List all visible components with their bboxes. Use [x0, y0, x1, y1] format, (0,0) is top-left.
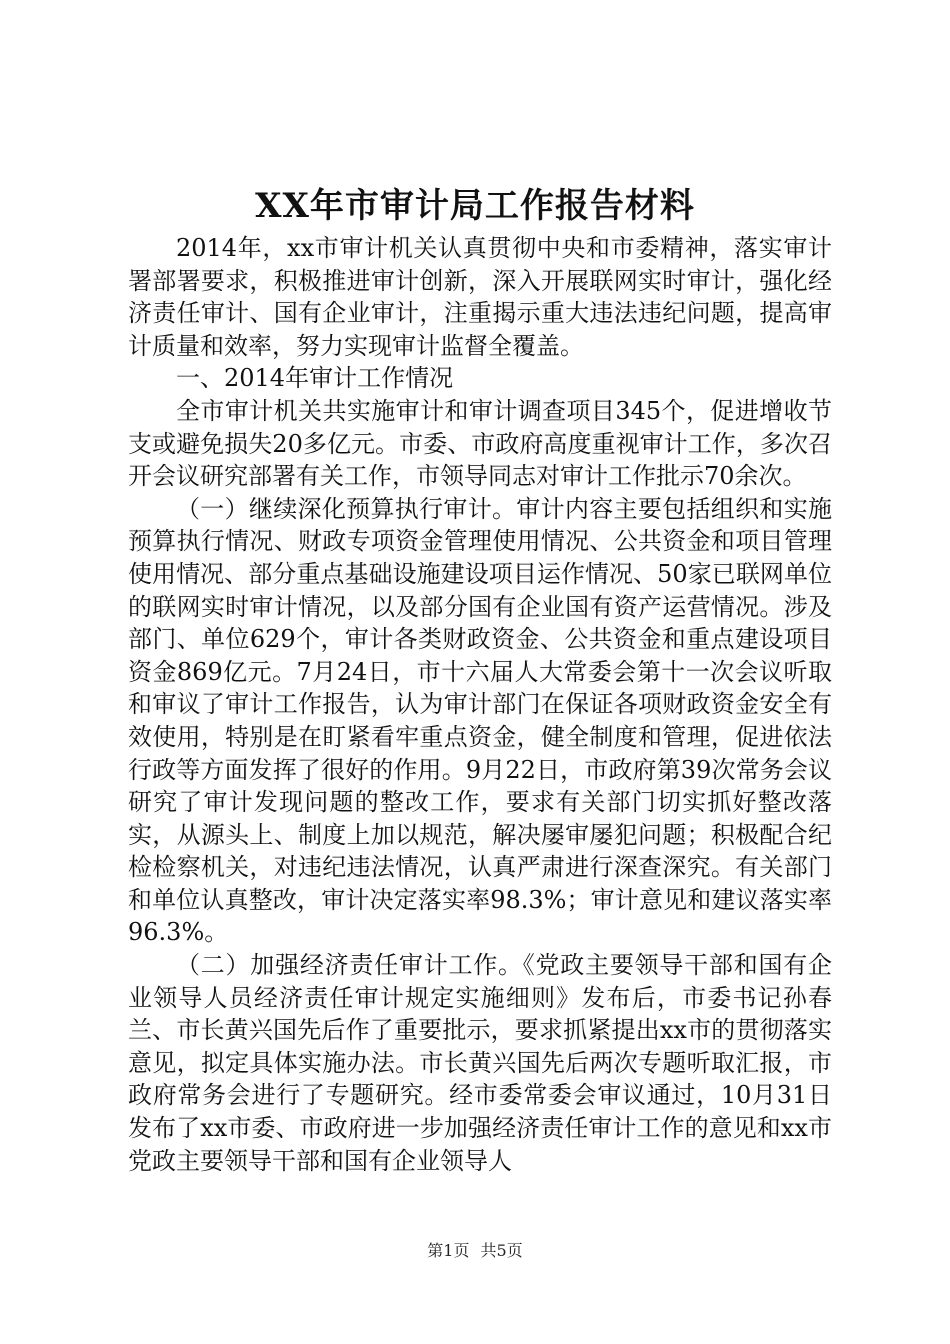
page-number: 第1页: [427, 1241, 470, 1260]
paragraph-economic-responsibility: （二）加强经济责任审计工作。《党政主要领导干部和国有企业领导人员经济责任审计规定实施细则》发布后，市委书记孙春兰、市长黄兴国先后作了重要批示，要求抓紧提出xx市的贯彻落实意见，拟定具体实施办法。市长黄兴国先后两次专题听取汇报，市政府常务会进行了专题研究。经市委常委会审议通过，10月31日发布了xx市委、市政府进一步加强经济责任审计工作的意见和xx市党政主要领导干部和国有企业领导人: [128, 951, 832, 1175]
paragraph-intro: 2014年，xx市审计机关认真贯彻中央和市委精神，落实审计署部署要求，积极推进审计创新，深入开展联网实时审计，强化经济责任审计、国有企业审计，注重揭示重大违法违纪问题，提高审计质量和效率，努力实现审计监督全覆盖。: [128, 234, 832, 360]
section-heading: 一、2014年审计工作情况: [176, 364, 454, 393]
page-total: 共5页: [480, 1241, 523, 1260]
paragraph-budget-audit: （一）继续深化预算执行审计。审计内容主要包括组织和实施预算执行情况、财政专项资金管理使用情况、公共资金和项目管理使用情况、部分重点基础设施建设项目运作情况、50家已联网单位的联网实时审计情况，以及部分国有企业国有资产运营情况。涉及部门、单位629个，审计各类财政资金、公共资金和重点建设项目资金869亿元。7月24日，市十六届人大常委会第十一次会议听取和审议了审计工作报告，认为审计部门在保证各项财政资金安全有效使用，特别是在盯紧看牢重点资金，健全制度和管理，促进依法行政等方面发挥了很好的作用。9月22日，市政府第39次常务会议研究了审计发现问题的整改工作，要求有关部门切实抓好整改落实，从源头上、制度上加以规范，解决屡审屡犯问题；积极配合纪检检察机关，对违纪违法情况，认真严肃进行深查深究。有关部门和单位认真整改，审计决定落实率98.3%；审计意见和建议落实率96.3%。: [128, 494, 832, 947]
document-title: XX年市审计局工作报告材料: [255, 186, 695, 226]
page-footer: [0, 1240, 950, 1262]
document-body: [128, 232, 832, 1177]
paragraph-summary: 全市审计机关共实施审计和审计调查项目345个，促进增收节支或避免损失20多亿元。市委、市政府高度重视审计工作，多次召开会议研究部署有关工作，市领导同志对审计工作批示70余次。: [128, 396, 832, 491]
